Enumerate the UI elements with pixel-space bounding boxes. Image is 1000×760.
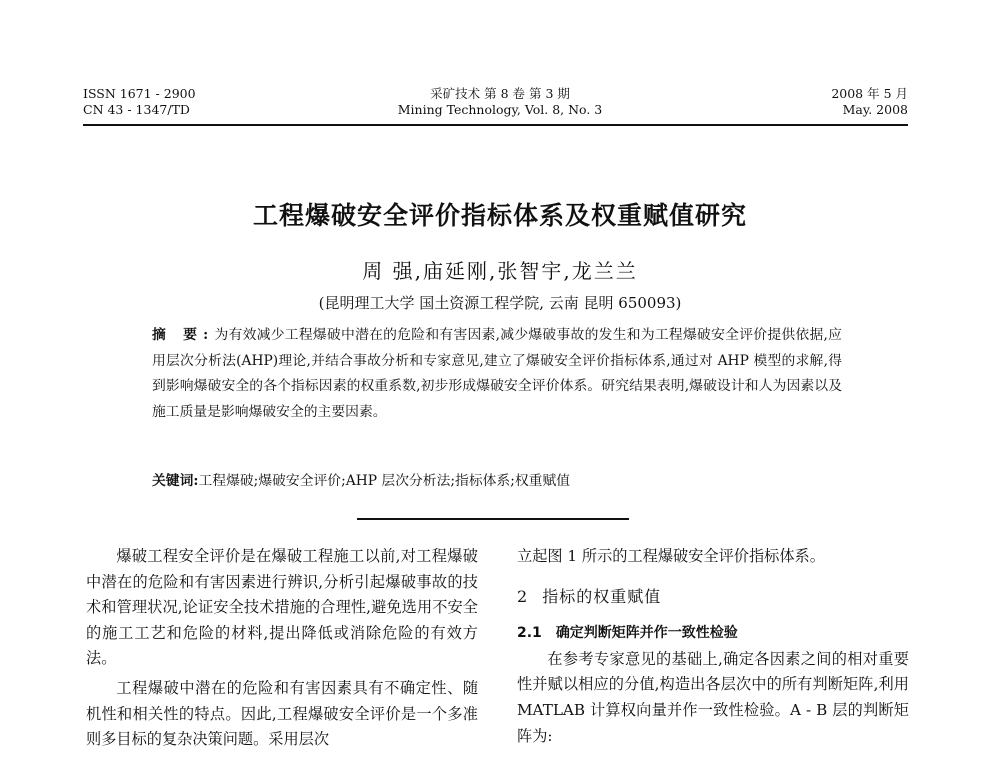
abstract-text: 为有效减少工程爆破中潜在的危险和有害因素,减少爆破事故的发生和为工程爆破安全评价提供依据,应用层次分析法(AHP)理论,并结合事故分析和专家意见,建立了爆破安全评价指标体系,通过对 AHP 模型的求解,得到影响爆破安全的各个指标因素的权重系数,初步形成爆破安全评价体系。研究结果表明,爆破设计和人为因素以及施工质量是影响爆破安全的主要因素。 <box>152 327 842 420</box>
body-paragraph: 立起图 1 所示的工程爆破安全评价指标体系。 <box>517 547 825 565</box>
abstract-divider <box>357 518 629 520</box>
section-heading-2-1: 2.1 确定判断矩阵并作一致性检验 <box>517 625 738 642</box>
paper-authors: 周 强,庙延刚,张智宇,龙兰兰 <box>362 259 638 283</box>
journal-name: 采矿技术 第 8 卷 第 3 期 Mining Technology, Vol. 8, No. 3 <box>397 86 603 117</box>
keywords-label: 关键词: <box>152 473 199 489</box>
abstract <box>152 323 842 425</box>
abstract-label: 摘 要: <box>152 327 215 343</box>
author-affiliation: (昆明理工大学 国土资源工程学院, 云南 昆明 650093) <box>318 294 682 312</box>
journal-issn: ISSN 1671 - 2900 CN 43 - 1347/TD <box>83 86 196 117</box>
body-column-left <box>86 544 478 753</box>
body-column-right <box>517 544 909 749</box>
header-rule <box>83 124 908 126</box>
body-paragraph: 爆破工程安全评价是在爆破工程施工以前,对工程爆破中潜在的危险和有害因素进行辨识,分析引起爆破事故的技术和管理状况,论证安全技术措施的合理性,避免选用不安全的施工工艺和危险的材料,提出降低或消除危险的有效方法。 <box>86 547 478 668</box>
keywords-text: 工程爆破;爆破安全评价;AHP 层次分析法;指标体系;权重赋值 <box>198 473 571 489</box>
body-paragraph: 工程爆破中潜在的危险和有害因素具有不确定性、随机性和相关性的特点。因此,工程爆破安全评价是一个多准则多目标的复杂决策问题。采用层次 <box>86 678 478 749</box>
body-paragraph: 在参考专家意见的基础上,确定各因素之间的相对重要性并赋以相应的分值,构造出各层次中的所有判断矩阵,利用 MATLAB 计算权向量并作一致性检验。A - B 层的判断矩阵为: <box>517 649 909 745</box>
keywords <box>152 469 842 493</box>
journal-date: 2008 年 5 月 May. 2008 <box>831 86 908 117</box>
section-heading-2: 2 指标的权重赋值 <box>517 586 662 606</box>
paper-title: 工程爆破安全评价指标体系及权重赋值研究 <box>252 201 747 230</box>
